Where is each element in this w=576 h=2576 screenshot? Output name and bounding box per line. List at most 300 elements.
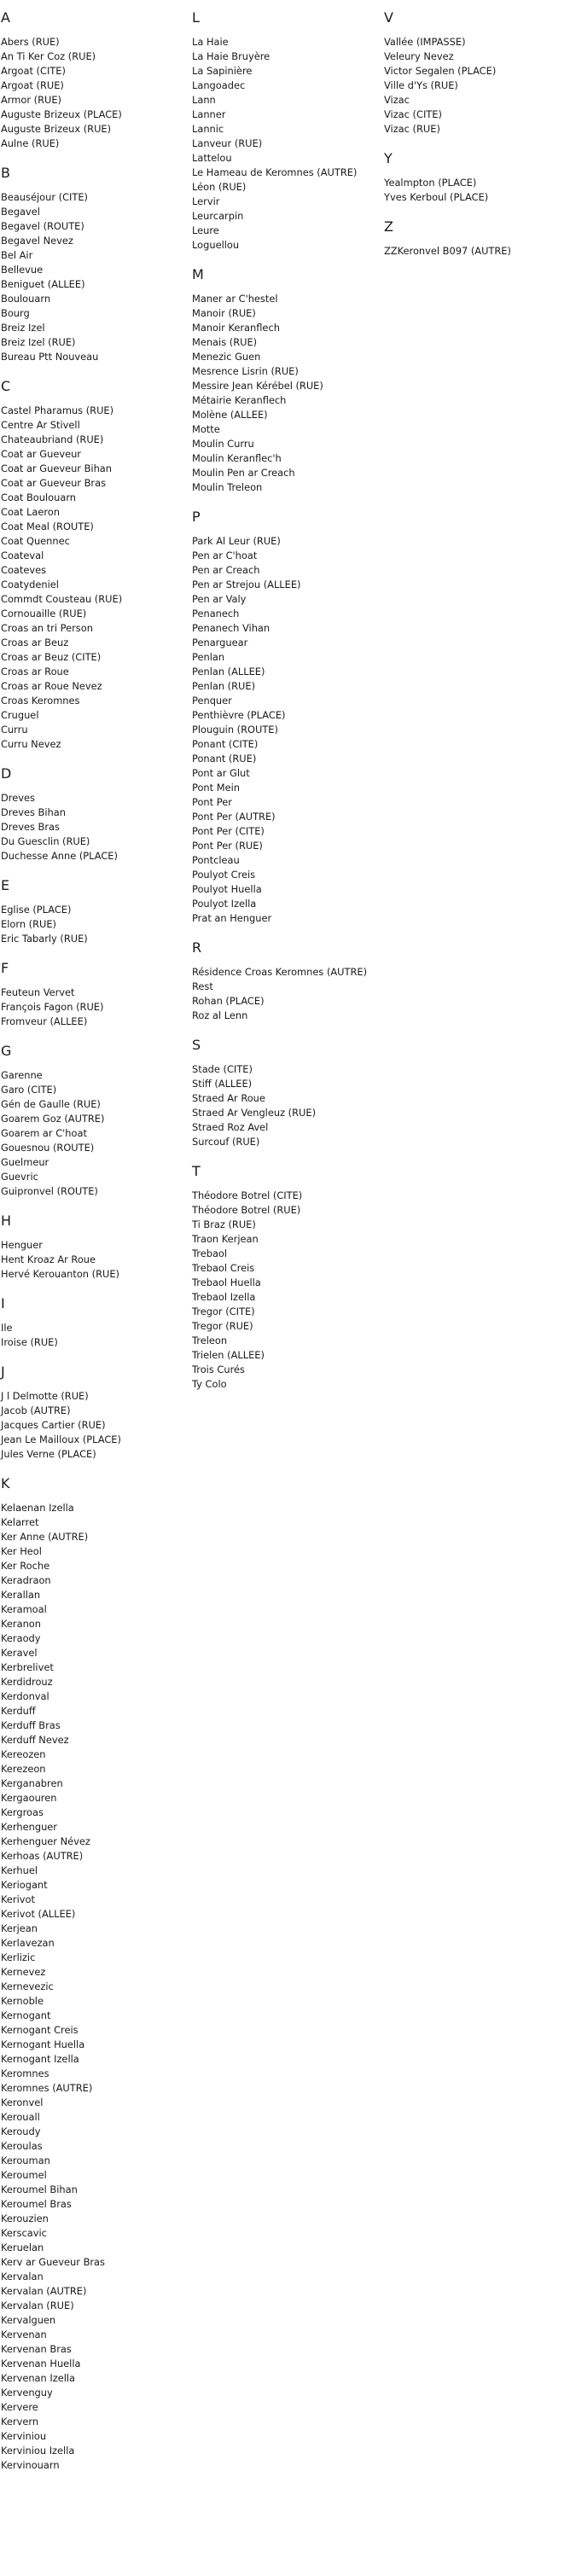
street-link[interactable]: ZZKeronvel B097 (AUTRE): [384, 245, 511, 257]
street-link[interactable]: Goarem ar C'hoat: [1, 1127, 87, 1139]
street-item: [1, 791, 189, 805]
street-item: [192, 393, 380, 408]
street-link[interactable]: Eglise (PLACE): [1, 904, 72, 916]
street-list: [1, 986, 189, 1029]
street-link[interactable]: Keroumel: [1, 2169, 47, 2181]
street-item: [1, 1718, 189, 1733]
letter-group: [192, 1038, 380, 1149]
street-item: [1, 1820, 189, 1835]
street-item: [384, 79, 572, 93]
street-item: [192, 853, 380, 868]
street-link[interactable]: Kerviniou Izella: [1, 2445, 75, 2457]
street-item: [1, 1155, 189, 1170]
street-link[interactable]: Kerallan: [1, 1589, 41, 1601]
street-item: [192, 578, 380, 592]
street-link[interactable]: Kerivot (ALLEE): [1, 1908, 76, 1920]
street-link[interactable]: Ker Anne (AUTRE): [1, 1531, 89, 1543]
street-item: [1, 1530, 189, 1544]
street-link[interactable]: Traon Kerjean: [192, 1233, 259, 1245]
street-link[interactable]: Keroumel Bihan: [1, 2183, 78, 2195]
street-link[interactable]: Gouesnou (ROUTE): [1, 1142, 95, 1154]
street-link[interactable]: Kerhuel: [1, 1864, 38, 1876]
street-link[interactable]: Treleon: [192, 1335, 228, 1346]
street-link[interactable]: Kergaouren: [1, 1792, 57, 1804]
street-link[interactable]: Castel Pharamus (RUE): [1, 404, 114, 416]
street-link[interactable]: An Ti Ker Coz (RUE): [1, 50, 96, 62]
street-item: [1, 1389, 189, 1404]
street-item: [192, 35, 380, 49]
street-link[interactable]: Trebaol Izella: [192, 1291, 256, 1303]
street-item: [1, 2168, 189, 2183]
street-link[interactable]: Pont Per (CITE): [192, 825, 265, 837]
street-link[interactable]: Kernogant Izella: [1, 2053, 79, 2065]
street-link[interactable]: Keramoal: [1, 1603, 47, 1615]
street-item: [384, 93, 572, 108]
street-link[interactable]: Coat ar Gueveur Bras: [1, 477, 107, 489]
street-link[interactable]: Kerviniou: [1, 2430, 47, 2442]
street-link[interactable]: Kergroas: [1, 1806, 44, 1818]
street-item: [1, 2052, 189, 2067]
street-link[interactable]: Roz al Lenn: [192, 1009, 248, 1021]
street-link[interactable]: Croas ar Beuz: [1, 637, 69, 648]
street-link[interactable]: Léon (RUE): [192, 181, 247, 193]
street-link[interactable]: La Sapinière: [192, 65, 253, 77]
street-link[interactable]: Keroulas: [1, 2140, 43, 2152]
street-link[interactable]: Leure: [192, 224, 219, 236]
street-link[interactable]: Feuteun Vervet: [1, 986, 75, 998]
street-link[interactable]: Prat an Henguer: [192, 912, 272, 924]
street-link[interactable]: Surcouf (RUE): [192, 1136, 260, 1148]
street-link[interactable]: Du Guesclin (RUE): [1, 835, 90, 847]
street-item: [192, 839, 380, 853]
street-link[interactable]: Goarem Goz (AUTRE): [1, 1113, 105, 1125]
street-link[interactable]: Straed Ar Vengleuz (RUE): [192, 1107, 317, 1119]
street-link[interactable]: Tregor (CITE): [192, 1305, 255, 1317]
street-item: [1, 694, 189, 708]
street-link[interactable]: Kernogant Huella: [1, 2038, 85, 2050]
street-item: [1, 205, 189, 219]
street-link[interactable]: Centre Ar Stivell: [1, 419, 80, 431]
street-link[interactable]: Kerouzien: [1, 2213, 49, 2224]
street-link[interactable]: Kerlizic: [1, 1951, 36, 1963]
street-link[interactable]: Aulne (RUE): [1, 137, 60, 149]
street-link[interactable]: Kerbrelivet: [1, 1661, 54, 1673]
street-link[interactable]: Kereozen: [1, 1748, 46, 1760]
street-link[interactable]: Lann: [192, 94, 216, 106]
street-link[interactable]: Coateves: [1, 564, 47, 576]
street-link[interactable]: Molène (ALLEE): [192, 409, 268, 421]
street-link[interactable]: Begavel: [1, 206, 40, 218]
street-link[interactable]: Garo (CITE): [1, 1084, 57, 1096]
street-link[interactable]: Curru: [1, 724, 28, 736]
street-link[interactable]: Keradraon: [1, 1574, 51, 1586]
street-link[interactable]: Kervalan (RUE): [1, 2300, 74, 2311]
street-link[interactable]: Jacques Cartier (RUE): [1, 1419, 106, 1431]
street-item: [1, 1835, 189, 1849]
street-item: [1, 505, 189, 520]
street-link[interactable]: Bellevue: [1, 264, 44, 276]
street-link[interactable]: Jacob (AUTRE): [1, 1404, 71, 1416]
street-link[interactable]: Loguellou: [192, 239, 240, 251]
street-link[interactable]: Poulyot Creis: [192, 869, 256, 881]
street-link[interactable]: Auguste Brizeux (PLACE): [1, 108, 122, 120]
street-link[interactable]: Coatydeniel: [1, 579, 59, 590]
street-link[interactable]: Ker Roche: [1, 1560, 50, 1572]
street-link[interactable]: Kervinouarn: [1, 2459, 60, 2471]
street-link[interactable]: Vizac: [384, 94, 410, 106]
street-link[interactable]: Cornouaille (RUE): [1, 608, 87, 619]
street-link[interactable]: Fromveur (ALLEE): [1, 1015, 88, 1027]
street-link[interactable]: Théodore Botrel (RUE): [192, 1204, 301, 1216]
street-link[interactable]: Ker Heol: [1, 1545, 42, 1557]
street-link[interactable]: Keronvel: [1, 2096, 44, 2108]
street-link[interactable]: Ville d'Ys (RUE): [384, 79, 458, 91]
street-item: [192, 665, 380, 679]
street-link[interactable]: Guevric: [1, 1171, 38, 1183]
street-link[interactable]: Pen ar Valy: [192, 593, 247, 605]
street-link[interactable]: Trebaol Creis: [192, 1262, 255, 1274]
street-item: [1, 1951, 189, 1965]
street-link[interactable]: Argoat (RUE): [1, 79, 64, 91]
street-link[interactable]: Begavel (ROUTE): [1, 220, 84, 232]
street-link[interactable]: Vizac (RUE): [384, 123, 440, 135]
street-link[interactable]: Lattelou: [192, 152, 232, 164]
street-link[interactable]: Mesrence Lisrin (RUE): [192, 365, 299, 377]
street-link[interactable]: Résidence Croas Keromnes (AUTRE): [192, 966, 368, 978]
street-item: [1, 1617, 189, 1631]
street-link[interactable]: Trois Curés: [192, 1364, 245, 1375]
street-link[interactable]: Hervé Kerouanton (RUE): [1, 1268, 119, 1280]
street-link[interactable]: Bel Air: [1, 249, 33, 261]
street-link[interactable]: Rohan (PLACE): [192, 995, 265, 1007]
street-link[interactable]: Le Hameau de Keromnes (AUTRE): [192, 166, 358, 178]
street-link[interactable]: Breiz Izel: [1, 322, 45, 334]
street-link[interactable]: Pont ar Glut: [192, 767, 250, 779]
street-link[interactable]: Curru Nevez: [1, 738, 61, 750]
street-link[interactable]: Victor Segalen (PLACE): [384, 65, 497, 77]
street-item: [192, 1232, 380, 1247]
street-link[interactable]: Stade (CITE): [192, 1063, 253, 1075]
street-link[interactable]: Penlan: [192, 651, 225, 663]
street-item: [192, 1218, 380, 1232]
street-link[interactable]: Ponant (CITE): [192, 738, 259, 750]
street-link[interactable]: Yves Kerboul (PLACE): [384, 191, 489, 203]
street-link[interactable]: Pont Mein: [192, 782, 240, 794]
street-link[interactable]: Kerduff Bras: [1, 1719, 61, 1731]
street-link[interactable]: Begavel Nevez: [1, 235, 73, 247]
street-link[interactable]: Commdt Cousteau (RUE): [1, 593, 123, 605]
street-link[interactable]: Coat Meal (ROUTE): [1, 520, 94, 532]
street-link[interactable]: Théodore Botrel (CITE): [192, 1189, 303, 1201]
street-link[interactable]: Maner ar C'hestel: [192, 293, 278, 305]
street-link[interactable]: Kervere: [1, 2401, 38, 2413]
street-link[interactable]: Coat Boulouarn: [1, 491, 77, 503]
street-link[interactable]: Kervenan Bras: [1, 2343, 72, 2355]
street-link[interactable]: Coat Laeron: [1, 506, 60, 518]
street-link[interactable]: Kerouall: [1, 2111, 40, 2123]
street-item: [192, 1135, 380, 1149]
street-link[interactable]: Kerouman: [1, 2154, 50, 2166]
street-link[interactable]: Manoir Keranflech: [192, 322, 280, 334]
street-link[interactable]: Coateval: [1, 550, 44, 561]
letter-group: [192, 10, 380, 253]
street-link[interactable]: Coat ar Gueveur: [1, 448, 81, 460]
street-link[interactable]: Trebaol: [192, 1247, 228, 1259]
street-link[interactable]: Coat ar Gueveur Bihan: [1, 462, 112, 474]
street-link[interactable]: Croas ar Beuz (CITE): [1, 651, 102, 663]
street-link[interactable]: Motte: [192, 423, 220, 435]
street-item: [192, 965, 380, 980]
street-link[interactable]: Breiz Izel (RUE): [1, 336, 76, 348]
street-item: [1, 49, 189, 64]
street-link[interactable]: Lervir: [192, 195, 220, 207]
street-link[interactable]: Eric Tabarly (RUE): [1, 933, 88, 945]
street-link[interactable]: Poulyot Huella: [192, 883, 262, 895]
street-item: [1, 321, 189, 335]
street-link[interactable]: Moulin Treleon: [192, 481, 263, 493]
street-link[interactable]: Dreves Bihan: [1, 806, 66, 818]
street-link[interactable]: Cruguel: [1, 709, 39, 721]
street-link[interactable]: Keroumel Bras: [1, 2198, 72, 2210]
street-link[interactable]: Tregor (RUE): [192, 1320, 253, 1332]
street-link[interactable]: Penanech Vihan: [192, 622, 271, 634]
street-item: [1, 2415, 189, 2429]
street-item: [1, 2110, 189, 2125]
street-link[interactable]: Henguer: [1, 1239, 43, 1251]
street-item: [192, 195, 380, 209]
street-link[interactable]: Pen ar Creach: [192, 564, 260, 576]
street-item: [1, 1170, 189, 1184]
street-link[interactable]: Beauséjour (CITE): [1, 191, 88, 203]
street-link[interactable]: Argoat (CITE): [1, 65, 66, 77]
street-link[interactable]: Vizac (CITE): [384, 108, 442, 120]
street-link[interactable]: Ti Braz (RUE): [192, 1218, 256, 1230]
street-item: [192, 607, 380, 621]
street-link[interactable]: Dreves: [1, 792, 35, 804]
street-link[interactable]: Kelaenan Izella: [1, 1502, 74, 1514]
street-link[interactable]: Lanner: [192, 108, 226, 120]
street-link[interactable]: Chateaubriand (RUE): [1, 433, 104, 445]
street-item: [1, 592, 189, 607]
street-link[interactable]: Kerdonval: [1, 1690, 49, 1702]
street-item: [192, 238, 380, 253]
street-link[interactable]: Veleury Nevez: [384, 50, 454, 62]
street-item: [1, 708, 189, 723]
street-item: [192, 1203, 380, 1218]
street-link[interactable]: La Haie: [192, 36, 229, 48]
street-item: [1, 2226, 189, 2241]
street-item: [384, 49, 572, 64]
street-item: [1, 1573, 189, 1588]
street-link[interactable]: Jules Verne (PLACE): [1, 1448, 96, 1460]
street-link[interactable]: Bureau Ptt Nouveau: [1, 351, 99, 363]
street-link[interactable]: Kervenan Huella: [1, 2358, 81, 2370]
street-link[interactable]: Moulin Keranflec'h: [192, 452, 282, 464]
street-link[interactable]: Menezic Guen: [192, 351, 261, 363]
street-link[interactable]: Hent Kroaz Ar Roue: [1, 1253, 96, 1265]
street-link[interactable]: Keriogant: [1, 1879, 48, 1891]
street-link[interactable]: Abers (RUE): [1, 36, 60, 48]
street-link[interactable]: Penlan (RUE): [192, 680, 256, 692]
street-link[interactable]: Iroise (RUE): [1, 1336, 58, 1348]
street-item: [192, 1009, 380, 1023]
street-link[interactable]: Rest: [192, 980, 213, 992]
street-item: [192, 1276, 380, 1290]
street-link[interactable]: Ty Colo: [192, 1378, 227, 1390]
street-link[interactable]: Penquer: [192, 695, 232, 707]
street-link[interactable]: Kerhenguer: [1, 1821, 57, 1833]
street-item: [1, 2125, 189, 2139]
street-item: [1, 2183, 189, 2197]
street-link[interactable]: Boulouarn: [1, 293, 51, 305]
street-link[interactable]: Guipronvel (ROUTE): [1, 1185, 98, 1197]
street-link[interactable]: Métairie Keranflech: [192, 394, 287, 406]
street-item: [1, 1660, 189, 1675]
street-link[interactable]: Kervalguen: [1, 2314, 56, 2326]
street-link[interactable]: Kerhoas (AUTRE): [1, 1850, 84, 1862]
street-link[interactable]: Kervenan Izella: [1, 2372, 76, 2384]
street-item: [192, 752, 380, 766]
street-link[interactable]: Keromnes: [1, 2067, 49, 2079]
street-link[interactable]: Kerlavezan: [1, 1937, 55, 1949]
street-link[interactable]: Keromnes (AUTRE): [1, 2082, 93, 2094]
letter-group: [1, 379, 189, 752]
street-link[interactable]: Plouguin (ROUTE): [192, 724, 278, 736]
street-link[interactable]: Keraody: [1, 1632, 41, 1644]
street-link[interactable]: Keranon: [1, 1618, 41, 1630]
street-link[interactable]: Croas ar Roue: [1, 666, 69, 677]
street-link[interactable]: Straed Roz Avel: [192, 1121, 269, 1133]
street-list: [1, 903, 189, 946]
street-link[interactable]: Penlan (ALLEE): [192, 666, 265, 677]
street-item: [1, 2342, 189, 2357]
street-link[interactable]: Keruelan: [1, 2242, 44, 2253]
street-item: [1, 122, 189, 137]
street-link[interactable]: Keroudy: [1, 2125, 41, 2137]
street-link[interactable]: Kervern: [1, 2416, 39, 2428]
street-link[interactable]: Kervenan: [1, 2329, 47, 2340]
street-link[interactable]: Straed Ar Roue: [192, 1092, 265, 1104]
street-link[interactable]: Lannic: [192, 123, 224, 135]
street-link[interactable]: Elorn (RUE): [1, 918, 56, 930]
street-link[interactable]: La Haie Bruyère: [192, 50, 271, 62]
street-link[interactable]: Kernogant: [1, 2009, 51, 2021]
street-link[interactable]: Yealmpton (PLACE): [384, 177, 477, 189]
street-link[interactable]: Park Al Leur (RUE): [192, 535, 281, 547]
street-link[interactable]: Croas an tri Person: [1, 622, 93, 634]
street-link[interactable]: Langoadec: [192, 79, 246, 91]
street-link[interactable]: Jean Le Mailloux (PLACE): [1, 1433, 121, 1445]
street-list: [1, 35, 189, 151]
street-link[interactable]: Pen ar Strejou (ALLEE): [192, 579, 301, 590]
street-item: [1, 1864, 189, 1878]
street-link[interactable]: Kelarret: [1, 1516, 39, 1528]
street-link[interactable]: Kervenguy: [1, 2387, 53, 2399]
street-item: [1, 277, 189, 292]
street-link[interactable]: Trebaol Huella: [192, 1276, 261, 1288]
street-link[interactable]: Messire Jean Kérébel (RUE): [192, 380, 323, 392]
street-link[interactable]: Vallée (IMPASSE): [384, 36, 466, 48]
street-link[interactable]: Duchesse Anne (PLACE): [1, 850, 118, 862]
street-link[interactable]: Auguste Brizeux (RUE): [1, 123, 112, 135]
street-link[interactable]: Croas ar Roue Nevez: [1, 680, 102, 692]
street-link[interactable]: Pont Per: [192, 796, 232, 808]
street-link[interactable]: Pont Per (AUTRE): [192, 811, 276, 823]
letter-heading: J: [1, 1364, 5, 1380]
street-item: [192, 621, 380, 636]
street-link[interactable]: Coat Quennec: [1, 535, 70, 547]
street-link[interactable]: Kernogant Creis: [1, 2024, 79, 2036]
street-link[interactable]: Kerezeon: [1, 1763, 46, 1775]
street-link[interactable]: Gén de Gaulle (RUE): [1, 1098, 101, 1110]
street-item: [1, 834, 189, 849]
street-link[interactable]: Kerduff: [1, 1705, 36, 1717]
street-list: [1, 1321, 189, 1350]
street-link[interactable]: Ile: [1, 1322, 13, 1334]
street-link[interactable]: Penanech: [192, 608, 240, 619]
letter-heading: E: [1, 877, 10, 893]
street-item: [192, 737, 380, 752]
street-link[interactable]: Penthièvre (PLACE): [192, 709, 286, 721]
street-link[interactable]: Pont Per (RUE): [192, 840, 263, 852]
street-link[interactable]: Stiff (ALLEE): [192, 1078, 253, 1090]
street-link[interactable]: François Fagon (RUE): [1, 1001, 104, 1013]
street-link[interactable]: Moulin Curru: [192, 438, 254, 450]
street-link[interactable]: Menais (RUE): [192, 336, 258, 348]
street-link[interactable]: Bourg: [1, 307, 30, 319]
street-link[interactable]: Kernoble: [1, 1995, 44, 2007]
street-link[interactable]: Kerscavic: [1, 2227, 47, 2239]
street-link[interactable]: Ponant (RUE): [192, 753, 257, 765]
street-link[interactable]: Beniguet (ALLEE): [1, 278, 85, 290]
street-link[interactable]: Pen ar C'hoat: [192, 550, 258, 561]
street-link[interactable]: Dreves Bras: [1, 821, 60, 833]
street-link[interactable]: Keravel: [1, 1647, 38, 1659]
street-link[interactable]: Manoir (RUE): [192, 307, 256, 319]
street-link[interactable]: Penarguear: [192, 637, 248, 648]
street-link[interactable]: Kernevez: [1, 1966, 46, 1978]
street-link[interactable]: Leurcarpin: [192, 210, 244, 222]
street-item: [1, 665, 189, 679]
street-link[interactable]: Garenne: [1, 1069, 43, 1081]
street-link[interactable]: Kervalan (AUTRE): [1, 2285, 87, 2297]
street-link[interactable]: J l Delmotte (RUE): [1, 1390, 89, 1402]
street-link[interactable]: Kerjean: [1, 1922, 38, 1934]
street-link[interactable]: Kerdidrouz: [1, 1676, 53, 1688]
street-item: [1, 2284, 189, 2299]
street-link[interactable]: Poulyot Izella: [192, 898, 257, 910]
street-link[interactable]: Kerivot: [1, 1893, 35, 1905]
street-link[interactable]: Kernevezic: [1, 1980, 54, 1992]
street-link[interactable]: Kerduff Nevez: [1, 1734, 69, 1746]
street-list: [1, 1389, 189, 1462]
street-item: [1, 2255, 189, 2270]
street-link[interactable]: Pontcleau: [192, 854, 240, 866]
street-link[interactable]: Croas Keromnes: [1, 695, 80, 707]
street-link[interactable]: Kerv ar Gueveur Bras: [1, 2256, 105, 2268]
street-link[interactable]: Kerganabren: [1, 1777, 63, 1789]
street-link[interactable]: Trielen (ALLEE): [192, 1349, 265, 1361]
street-item: [1, 917, 189, 932]
letter-group: [1, 961, 189, 1029]
street-link[interactable]: Kerhenguer Névez: [1, 1835, 90, 1847]
street-link[interactable]: Kervalan: [1, 2271, 44, 2282]
street-link[interactable]: Guelmeur: [1, 1156, 49, 1168]
street-item: [192, 911, 380, 926]
street-link[interactable]: Moulin Pen ar Creach: [192, 467, 295, 479]
street-link[interactable]: Lanveur (RUE): [192, 137, 263, 149]
street-link[interactable]: Armor (RUE): [1, 94, 61, 106]
